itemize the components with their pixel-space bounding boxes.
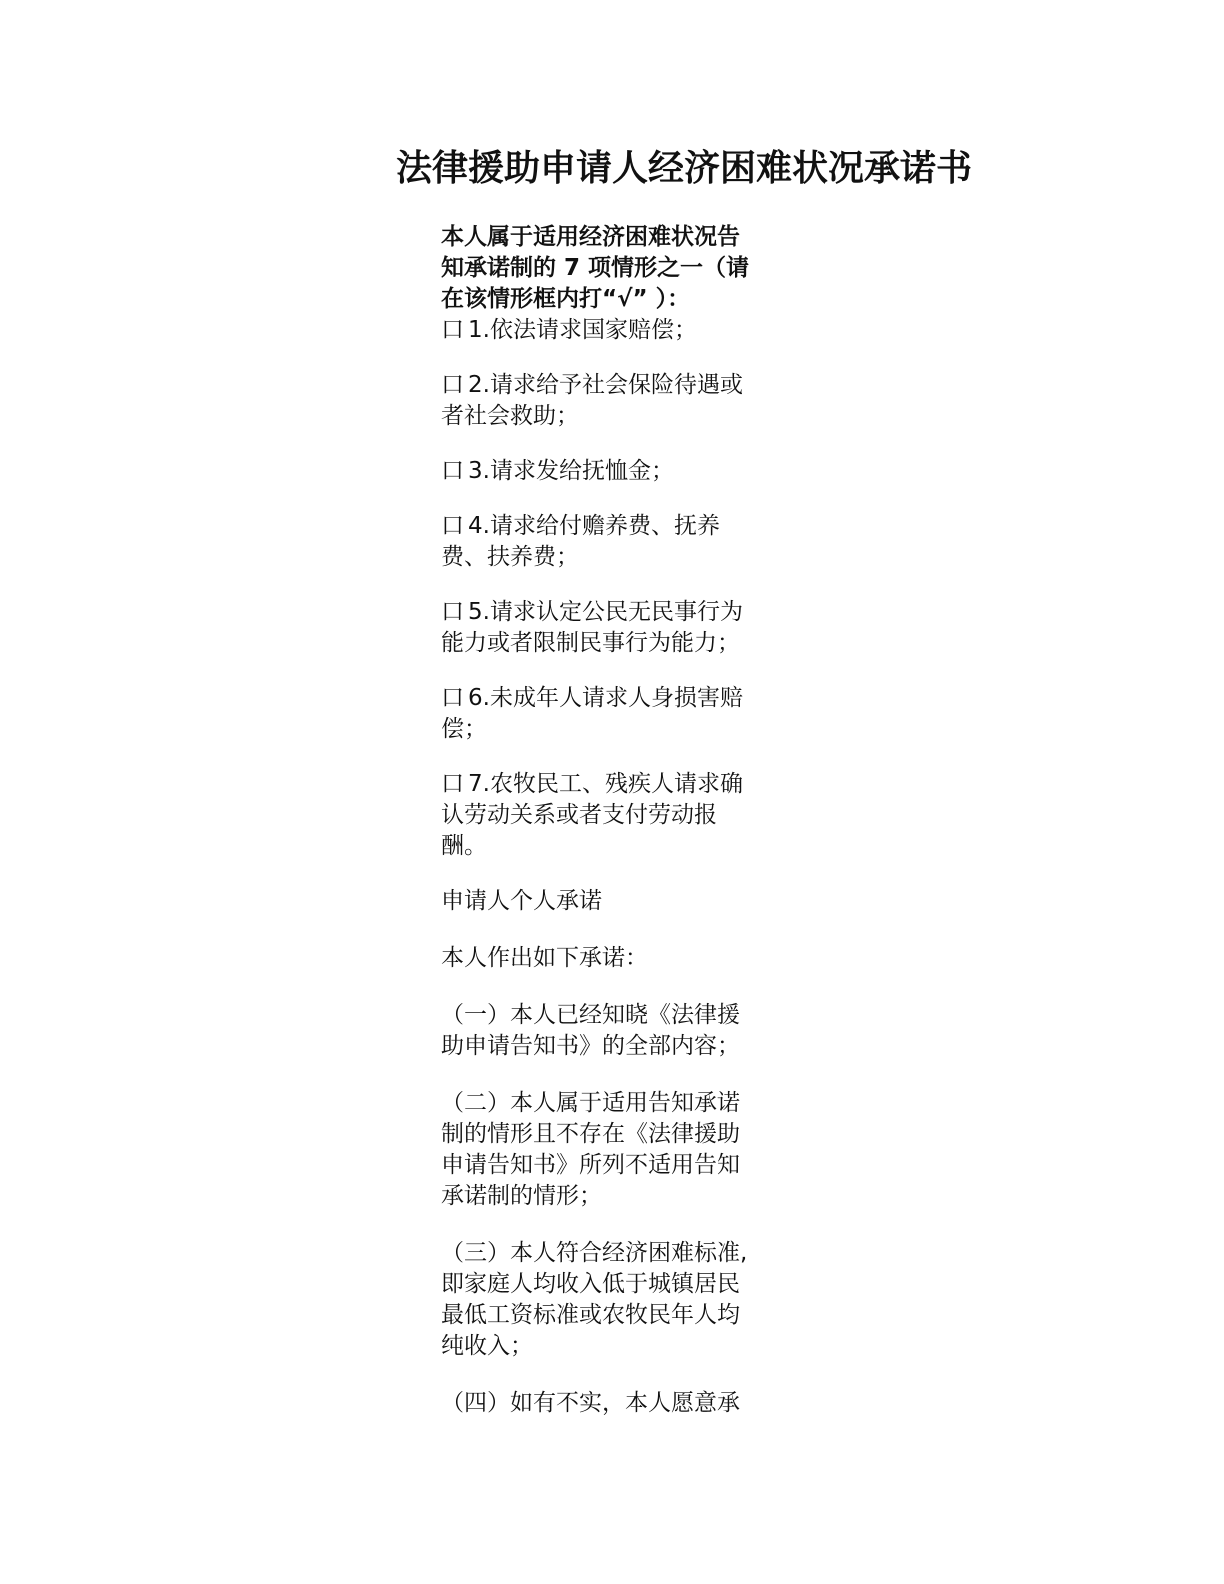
option-label: 2.请求给予社会保险待遇或者社会救助； bbox=[441, 372, 743, 429]
option-label: 5.请求认定公民无民事行为能力或者限制民事行为能力； bbox=[441, 599, 743, 656]
option-label: 4.请求给付赡养费、抚养费、扶养费； bbox=[441, 513, 720, 570]
option-6[interactable] bbox=[441, 683, 759, 745]
commitment-1: （一）本人已经知晓《法律援助申请告知书》的全部内容； bbox=[441, 1002, 740, 1059]
commitment-2: （二）本人属于适用告知承诺制的情形且不存在《法律援助申请告知书》所列不适用告知承诺制的情形； bbox=[441, 1090, 740, 1209]
option-2[interactable] bbox=[441, 370, 759, 432]
option-3[interactable] bbox=[441, 456, 759, 487]
document-title: 法律援助申请人经济困难状况承诺书 bbox=[396, 148, 973, 189]
checkbox-icon[interactable]: 口 bbox=[441, 317, 464, 343]
commitment-intro: 本人作出如下承诺： bbox=[441, 945, 648, 971]
checkbox-icon[interactable]: 口 bbox=[441, 771, 464, 797]
option-7[interactable] bbox=[441, 769, 759, 862]
option-4[interactable] bbox=[441, 511, 759, 573]
option-5[interactable] bbox=[441, 597, 759, 659]
document-body bbox=[441, 222, 759, 1445]
commitment-3: （三）本人符合经济困难标准,即家庭人均收入低于城镇居民最低工资标准或农牧民年人均纯收入； bbox=[441, 1240, 748, 1359]
checkbox-icon[interactable]: 口 bbox=[441, 685, 464, 711]
checkbox-icon[interactable]: 口 bbox=[441, 372, 464, 398]
checkbox-icon[interactable]: 口 bbox=[441, 458, 464, 484]
situation-options bbox=[441, 315, 759, 862]
option-label: 7.农牧民工、残疾人请求确认劳动关系或者支付劳动报酬。 bbox=[441, 771, 743, 859]
option-label: 6.未成年人请求人身损害赔偿； bbox=[441, 685, 743, 742]
commitment-4: （四）如有不实，本人愿意承 bbox=[441, 1390, 740, 1416]
option-label: 3.请求发给抚恤金； bbox=[468, 458, 674, 484]
section-heading: 申请人个人承诺 bbox=[441, 888, 602, 914]
option-label: 1.依法请求国家赔偿； bbox=[468, 317, 697, 343]
option-1[interactable] bbox=[441, 315, 759, 346]
checkbox-icon[interactable]: 口 bbox=[441, 599, 464, 625]
checkbox-icon[interactable]: 口 bbox=[441, 513, 464, 539]
intro-statement: 本人属于适用经济困难状况告知承诺制的 7 项情形之一（请在该情形框内打“√” ）： bbox=[441, 224, 750, 312]
